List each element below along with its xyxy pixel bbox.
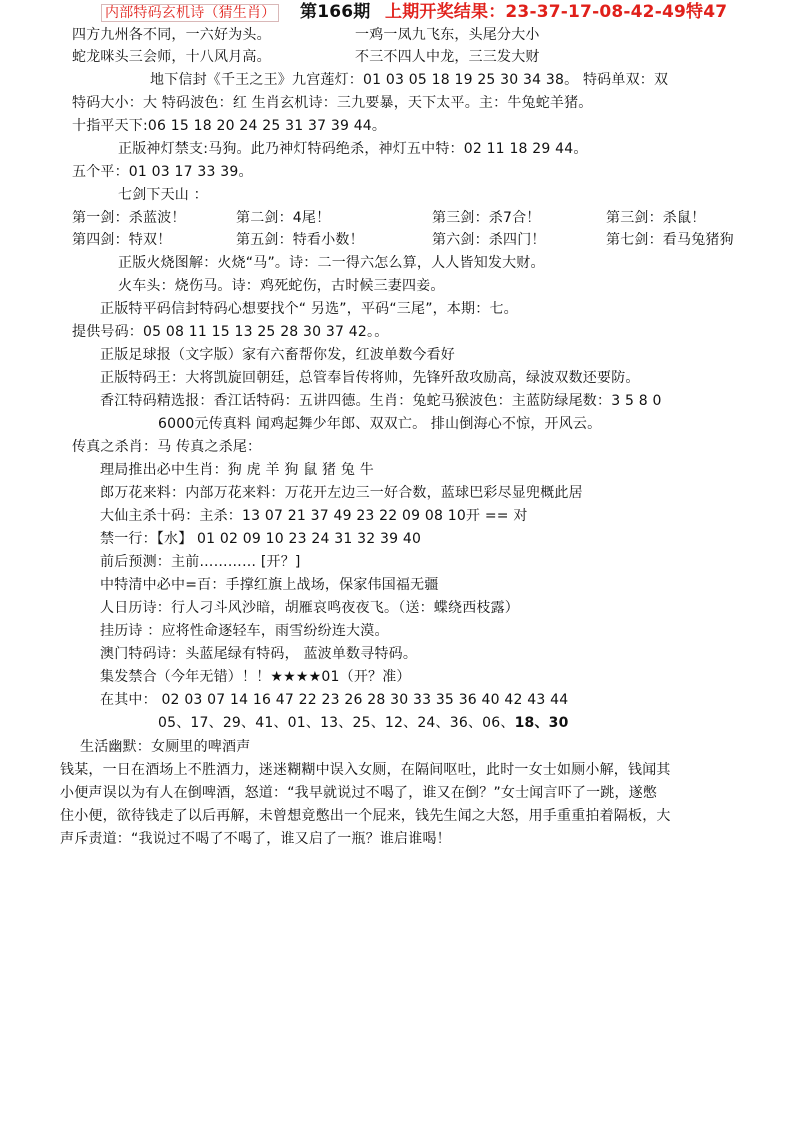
issue-number: 第166期 [300,2,371,22]
sword-5: 第五剑：特看小数！ [236,232,364,248]
humor-paragraph-2: 小便声误以为有人在倒啤酒，怒道：“我早就说过不喝了，谁又在倒？”女士闻言吓了一跳，遂憋 [60,785,658,801]
zodiac-must-hit-line: 理局推出必中生肖：狗 虎 羊 狗 鼠 猪 兔 牛 [100,462,374,478]
immortal-kill-line: 大仙主杀十码：主杀：13 07 21 37 49 23 22 09 08 10开 == 对 [100,508,528,524]
number-sequence-line [158,713,569,733]
special-code-size-line: 特码大小：大 特码波色：红 生肖玄机诗：三九要暴，天下太平。主：牛兔蛇羊猪。 [72,95,593,111]
must-hit-poem-line: 中特清中必中=百：手撑红旗上战场，保家伟国福无疆 [100,577,439,593]
special-code-king-line: 正版特码王：大将凯旋回朝廷，总管奉旨传将帅，先锋歼敌攻励高，绿波双数还要防。 [100,370,640,386]
ten-fingers-line: 十指平天下:06 15 18 20 24 25 31 37 39 44。 [72,118,387,134]
sword-6: 第六剑：杀四门！ [432,232,546,248]
wall-calendar-poem-line: 挂历诗 ：应将性命逐轻车，雨雪纷纷连大漠。 [100,623,389,639]
poem-line-1b: 一鸡一凤九飞东，头尾分大小 [355,27,540,43]
poem-line-2b: 不三不四人中龙，三三发大财 [355,49,540,65]
flat-code-envelope-line: 正版特平码信封特码心想要找个“ 另选”，平码“三尾”，本期：七。 [100,301,518,317]
sword-4: 第四剑：特双！ [72,232,172,248]
daily-calendar-poem-line: 人日历诗：行人刁斗风沙暗，胡雁哀鸣夜夜飞。（送：蝶绕西枝露） [100,600,519,616]
among-them-line: 在其中： 02 03 07 14 16 47 22 23 26 28 30 33 35 36 40 42 43 44 [100,692,569,708]
last-result: 上期开奖结果：23-37-17-08-42-49特47 [385,2,728,22]
number-sequence-bold: 18、30 [514,715,569,731]
humor-paragraph-3: 住小便，欲待钱走了以后再解，未曾想竟憋出一个屁来，钱先生闻之大怒，用手重重拍着隔板，大 [60,808,671,824]
poem-line-2a: 蛇龙咪头三会师，十八风月高。 [72,49,271,65]
seven-swords-title: 七剑下天山 ： [118,187,208,203]
sword-1: 第一剑：杀蓝波！ [72,210,186,226]
header-left-title [101,3,279,23]
flower-material-line: 郎万花来料：内部万花来料：万花开左边三一好合数，蓝球巴彩尽显兜概此居 [100,485,583,501]
front-back-prediction-line: 前后预测：主前………… [开？] [100,554,301,570]
train-head-line: 火车头：烧伤马。诗：鸡死蛇伤，古时候三妻四妾。 [118,278,445,294]
number-sequence-main: 05、17、29、41、01、13、25、12、24、36、06、 [158,715,515,731]
football-paper-line: 正版足球报（文字版）家有六畜帮你发，红波单数今看好 [100,347,455,363]
sword-2: 第二剑：4尾！ [236,210,331,226]
collection-ban-line: 集发禁合（今年无错）！！★★★★01（开？准） [100,669,411,685]
hongkong-selection-line: 香江特码精选报：香江话特码：五讲四德。生肖：兔蛇马猴波色：主蓝防绿尾数：3 5 8 0 [100,393,662,409]
five-flat-line: 五个平：01 03 17 33 39。 [72,164,253,180]
header-left-text: 内部特码玄机诗（猜生肖） [101,4,279,22]
humor-paragraph-1: 钱某，一日在酒场上不胜酒力，迷迷糊糊中误入女厕，在隔间呕吐，此时一女士如厕小解，钱闻其 [60,762,671,778]
humor-title: 生活幽默：女厕里的啤酒声 [80,739,251,755]
forbidden-row-line: 禁一行：【水】 01 02 09 10 23 24 31 32 39 40 [100,531,422,547]
lantern-line: 正版神灯禁支:马狗。此乃神灯特码绝杀，神灯五中特：02 11 18 29 44。 [118,141,588,157]
nine-palace-line: 地下信封《千王之王》九宫莲灯：01 03 05 18 19 25 30 34 38。 特码单双：双 [150,72,669,88]
poem-line-1a: 四方九州各不同，一六好为头。 [72,27,271,43]
provided-numbers-line: 提供号码：05 08 11 15 13 25 28 30 37 42。。 [72,324,389,340]
fire-burn-line: 正版火烧图解：火烧“马”。诗：二一得六怎么算，人人皆知发大财。 [118,255,545,271]
fax-material-line: 6000元传真料 闻鸡起舞少年郎、双双亡。 排山倒海心不惊，开风云。 [158,416,602,432]
humor-paragraph-4: 声斥责道：“我说过不喝了不喝了，谁又启了一瓶？谁启谁喝！ [60,831,451,847]
macau-poem-line: 澳门特码诗：头蓝尾绿有特码， 蓝波单数寻特码。 [100,646,418,662]
sword-3b: 第三剑：杀鼠！ [606,210,706,226]
sword-3: 第三剑：杀7合！ [432,210,541,226]
sword-7: 第七剑：看马兔猪狗 [606,232,734,248]
fax-kill-line: 传真之杀肖：马 传真之杀尾： [72,439,262,455]
